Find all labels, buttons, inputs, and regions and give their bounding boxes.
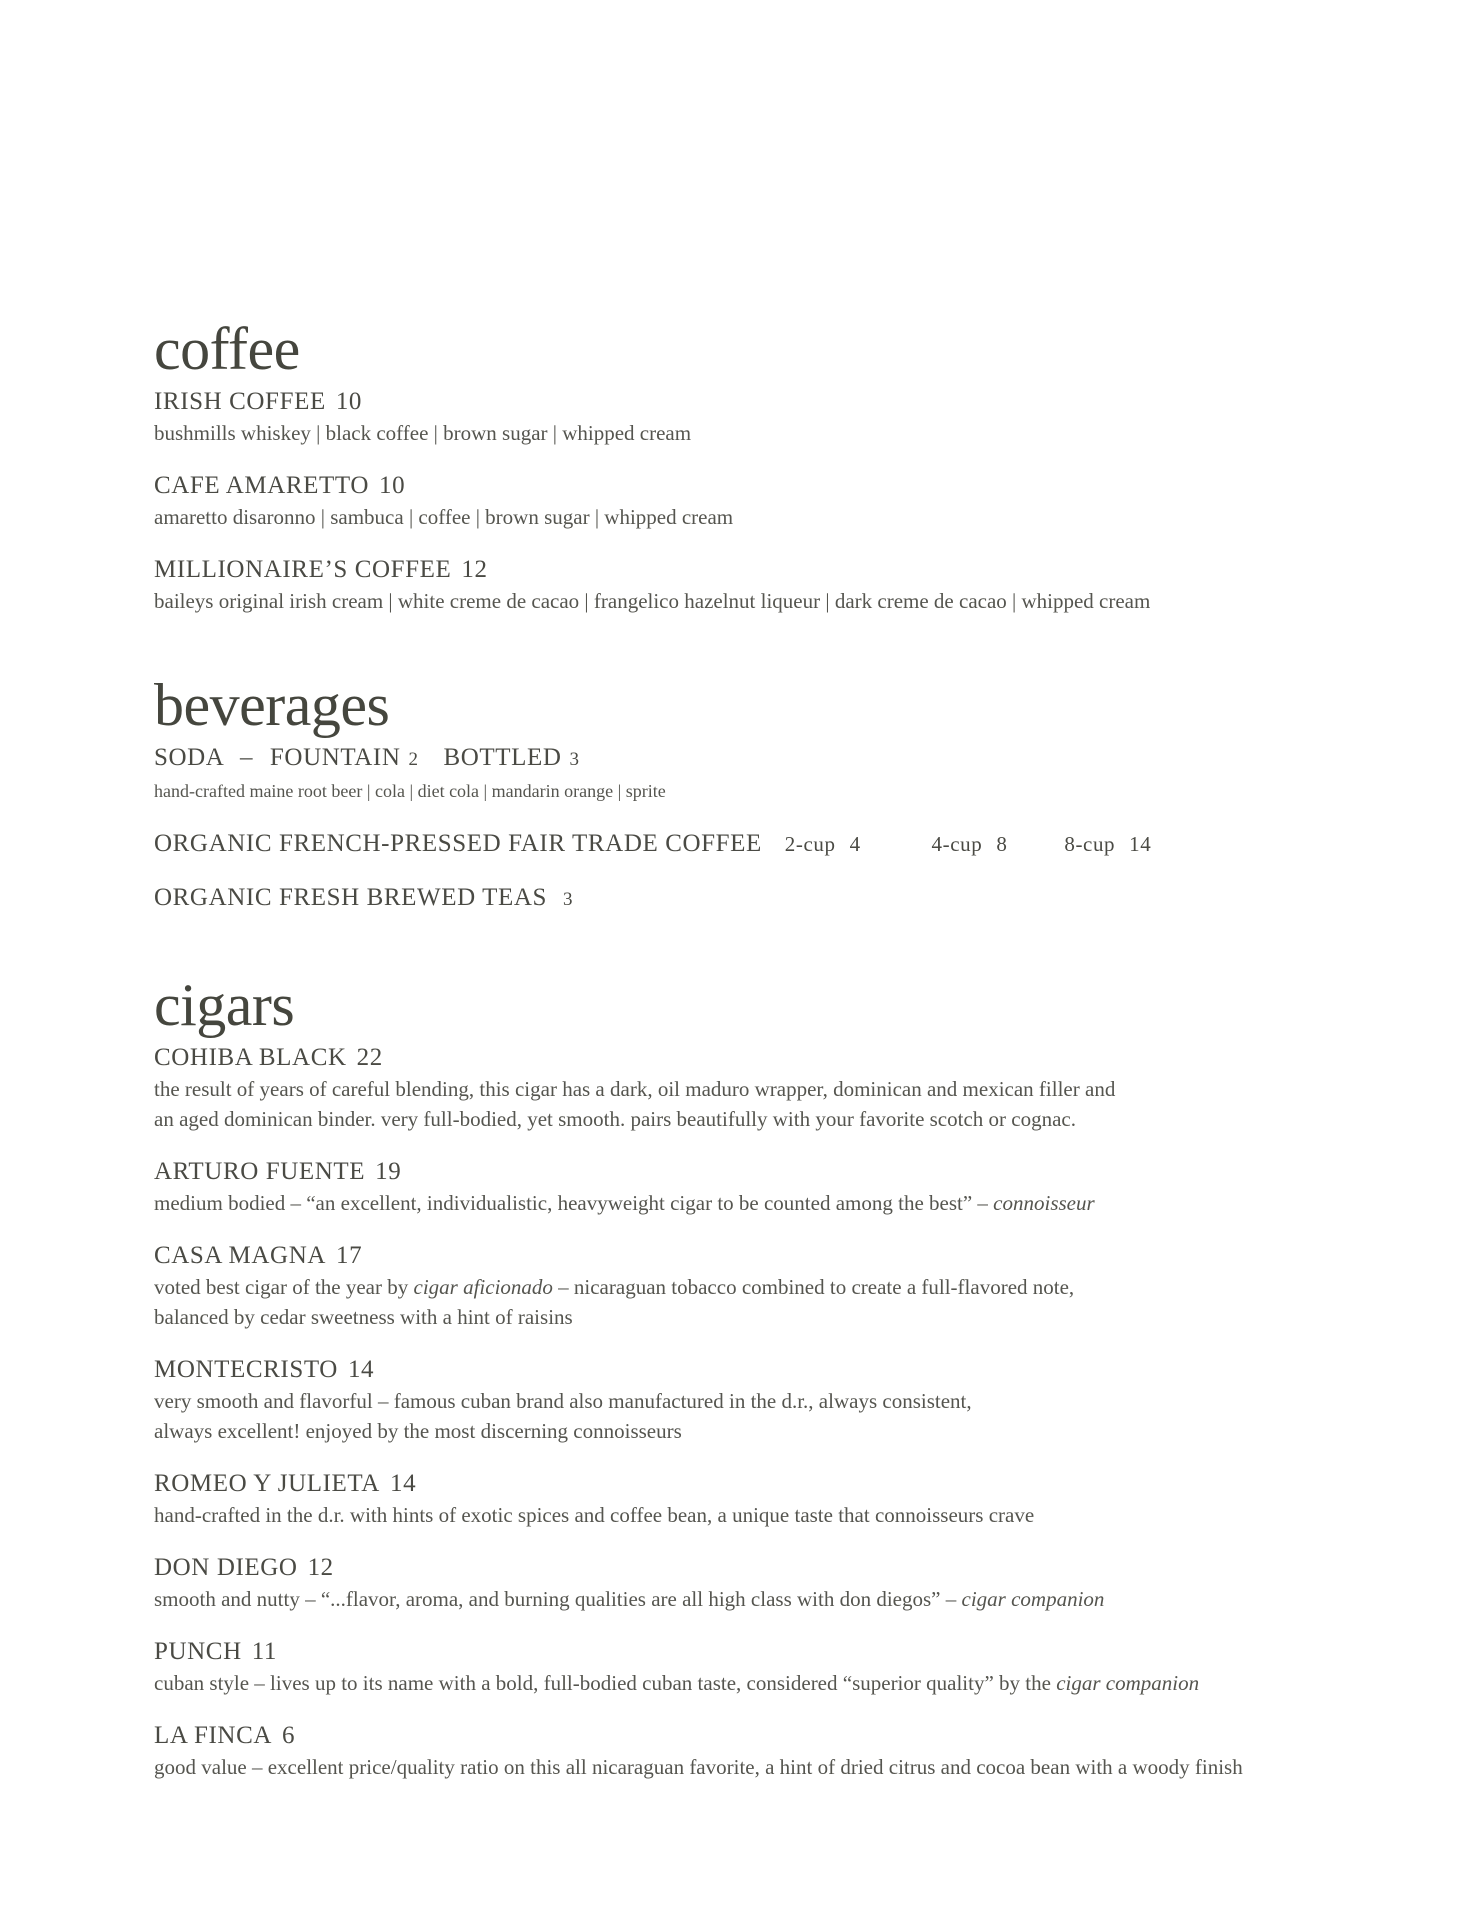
beverages-section — [154, 672, 1414, 916]
item-price: 6 — [282, 1722, 296, 1749]
item-name: MONTECRISTO — [154, 1356, 338, 1383]
item-title — [154, 828, 1414, 860]
item-price: 14 — [347, 1356, 375, 1383]
source-citation: connoisseur — [993, 1191, 1095, 1215]
item-name: IRISH COFFEE — [154, 388, 326, 415]
menu-item — [154, 1720, 1414, 1782]
item-description-line: an aged dominican binder. very full-bodied, yet smooth. pairs beautifully with your favorite scotch or cognac. — [154, 1107, 1076, 1131]
bottled-price: 3 — [569, 749, 580, 770]
menu-item — [154, 1156, 1414, 1218]
item-name: CASA MAGNA — [154, 1242, 327, 1269]
item-title — [154, 554, 1414, 586]
item-description: hand-crafted in the d.r. with hints of exotic spices and coffee bean, a unique taste that connoisseurs crave — [154, 1503, 1035, 1527]
menu-item — [154, 1636, 1414, 1698]
item-price: 12 — [461, 556, 488, 583]
item-price: 11 — [251, 1638, 278, 1665]
item-title — [154, 1354, 1414, 1386]
dash-separator: – — [239, 744, 254, 771]
item-description: hand-crafted maine root beer | cola | diet cola | mandarin orange | sprite — [154, 781, 666, 801]
teas-item — [154, 882, 1414, 916]
item-name: SODA — [154, 744, 224, 771]
item-title — [154, 1720, 1414, 1752]
size-label: 8-cup — [1064, 832, 1116, 856]
coffee-heading: coffee — [154, 316, 300, 382]
item-name: PUNCH — [154, 1638, 242, 1665]
menu-item — [154, 1240, 1414, 1332]
description-text: cuban style – lives up to its name with a bold, full-bodied cuban taste, considered “superior quality” by the — [154, 1671, 1057, 1695]
item-name: LA FINCA — [154, 1722, 273, 1749]
item-title — [154, 1468, 1414, 1500]
item-price: 17 — [336, 1242, 363, 1269]
description-text: smooth and nutty – “...flavor, aroma, and burning qualities are all high class with don diegos” – — [154, 1587, 962, 1611]
source-citation: cigar aficionado — [413, 1275, 553, 1299]
description-text: – nicaraguan tobacco combined to create a full-flavored note, — [552, 1275, 1075, 1299]
item-description — [154, 1668, 1414, 1698]
coffee-section — [154, 316, 1414, 616]
menu-item — [154, 1042, 1414, 1134]
item-title — [154, 882, 1414, 916]
item-description-line: always excellent! enjoyed by the most discerning connoisseurs — [154, 1419, 682, 1443]
item-title — [154, 1552, 1414, 1584]
menu-item — [154, 470, 1414, 532]
size-label: 2-cup — [784, 832, 836, 856]
menu-item — [154, 1354, 1414, 1446]
fountain-price: 2 — [408, 749, 419, 770]
item-name: COHIBA BLACK — [154, 1044, 347, 1071]
size-option — [932, 828, 1008, 860]
item-price: 22 — [356, 1044, 383, 1071]
item-description-line: very smooth and flavorful – famous cuban brand also manufactured in the d.r., always consistent, — [154, 1389, 972, 1413]
bottled-label: BOTTLED — [443, 744, 562, 771]
menu-item — [154, 554, 1414, 616]
size-label: 4-cup — [931, 832, 983, 856]
item-name: ORGANIC FRENCH-PRESSED FAIR TRADE COFFEE — [154, 830, 762, 857]
description-text: voted best cigar of the year by — [154, 1275, 414, 1299]
item-description: amaretto disaronno | sambuca | coffee | brown sugar | whipped cream — [154, 505, 734, 529]
item-title — [154, 1636, 1414, 1668]
item-title — [154, 1240, 1414, 1272]
fountain-label: FOUNTAIN — [269, 744, 401, 771]
item-title — [154, 386, 1414, 418]
cigars-heading: cigars — [154, 972, 295, 1038]
item-price: 10 — [379, 472, 406, 499]
item-title — [154, 1156, 1414, 1188]
item-description-line: the result of years of careful blending, this cigar has a dark, oil maduro wrapper, dominican and mexican filler and — [154, 1077, 1116, 1101]
item-description: good value – excellent price/quality ratio on this all nicaraguan favorite, a hint of dried citrus and cocoa bean with a woody finish — [154, 1755, 1243, 1779]
beverages-heading: beverages — [154, 672, 390, 738]
item-price: 14 — [389, 1470, 417, 1497]
item-description-line — [154, 1272, 1414, 1302]
menu-item — [154, 1468, 1414, 1530]
item-description — [154, 1188, 1414, 1218]
item-price: 10 — [335, 388, 363, 415]
size-option — [1064, 828, 1151, 860]
item-title — [154, 470, 1414, 502]
item-title — [154, 1042, 1414, 1074]
item-description-line: balanced by cedar sweetness with a hint of raisins — [154, 1305, 573, 1329]
size-option — [785, 828, 861, 860]
menu-item — [154, 1552, 1414, 1614]
size-price: 4 — [849, 832, 861, 856]
item-name: ARTURO FUENTE — [154, 1158, 366, 1185]
item-description: bushmills whiskey | black coffee | brown sugar | whipped cream — [154, 421, 692, 445]
item-name: ROMEO Y JULIETA — [154, 1470, 380, 1497]
item-name: DON DIEGO — [154, 1554, 298, 1581]
item-name: CAFE AMARETTO — [154, 472, 370, 499]
item-name: ORGANIC FRESH BREWED TEAS — [154, 884, 548, 911]
item-price: 19 — [375, 1158, 402, 1185]
size-price: 8 — [996, 832, 1008, 856]
soda-item — [154, 742, 1414, 806]
menu-page — [154, 316, 1414, 1838]
item-description — [154, 1584, 1414, 1614]
source-citation: cigar companion — [961, 1587, 1105, 1611]
source-citation: cigar companion — [1056, 1671, 1200, 1695]
item-price: 12 — [307, 1554, 334, 1581]
french-press-item — [154, 828, 1414, 860]
menu-item — [154, 386, 1414, 448]
description-text: medium bodied – “an excellent, individualistic, heavyweight cigar to be counted among the best” – — [154, 1191, 994, 1215]
item-name: MILLIONAIRE’S COFFEE — [154, 556, 452, 583]
item-price: 3 — [563, 889, 574, 910]
item-description: baileys original irish cream | white creme de cacao | frangelico hazelnut liqueur | dark creme de cacao | whipped cream — [154, 589, 1151, 613]
size-price: 14 — [1129, 832, 1152, 856]
cigars-section — [154, 972, 1414, 1782]
item-title — [154, 742, 1414, 776]
